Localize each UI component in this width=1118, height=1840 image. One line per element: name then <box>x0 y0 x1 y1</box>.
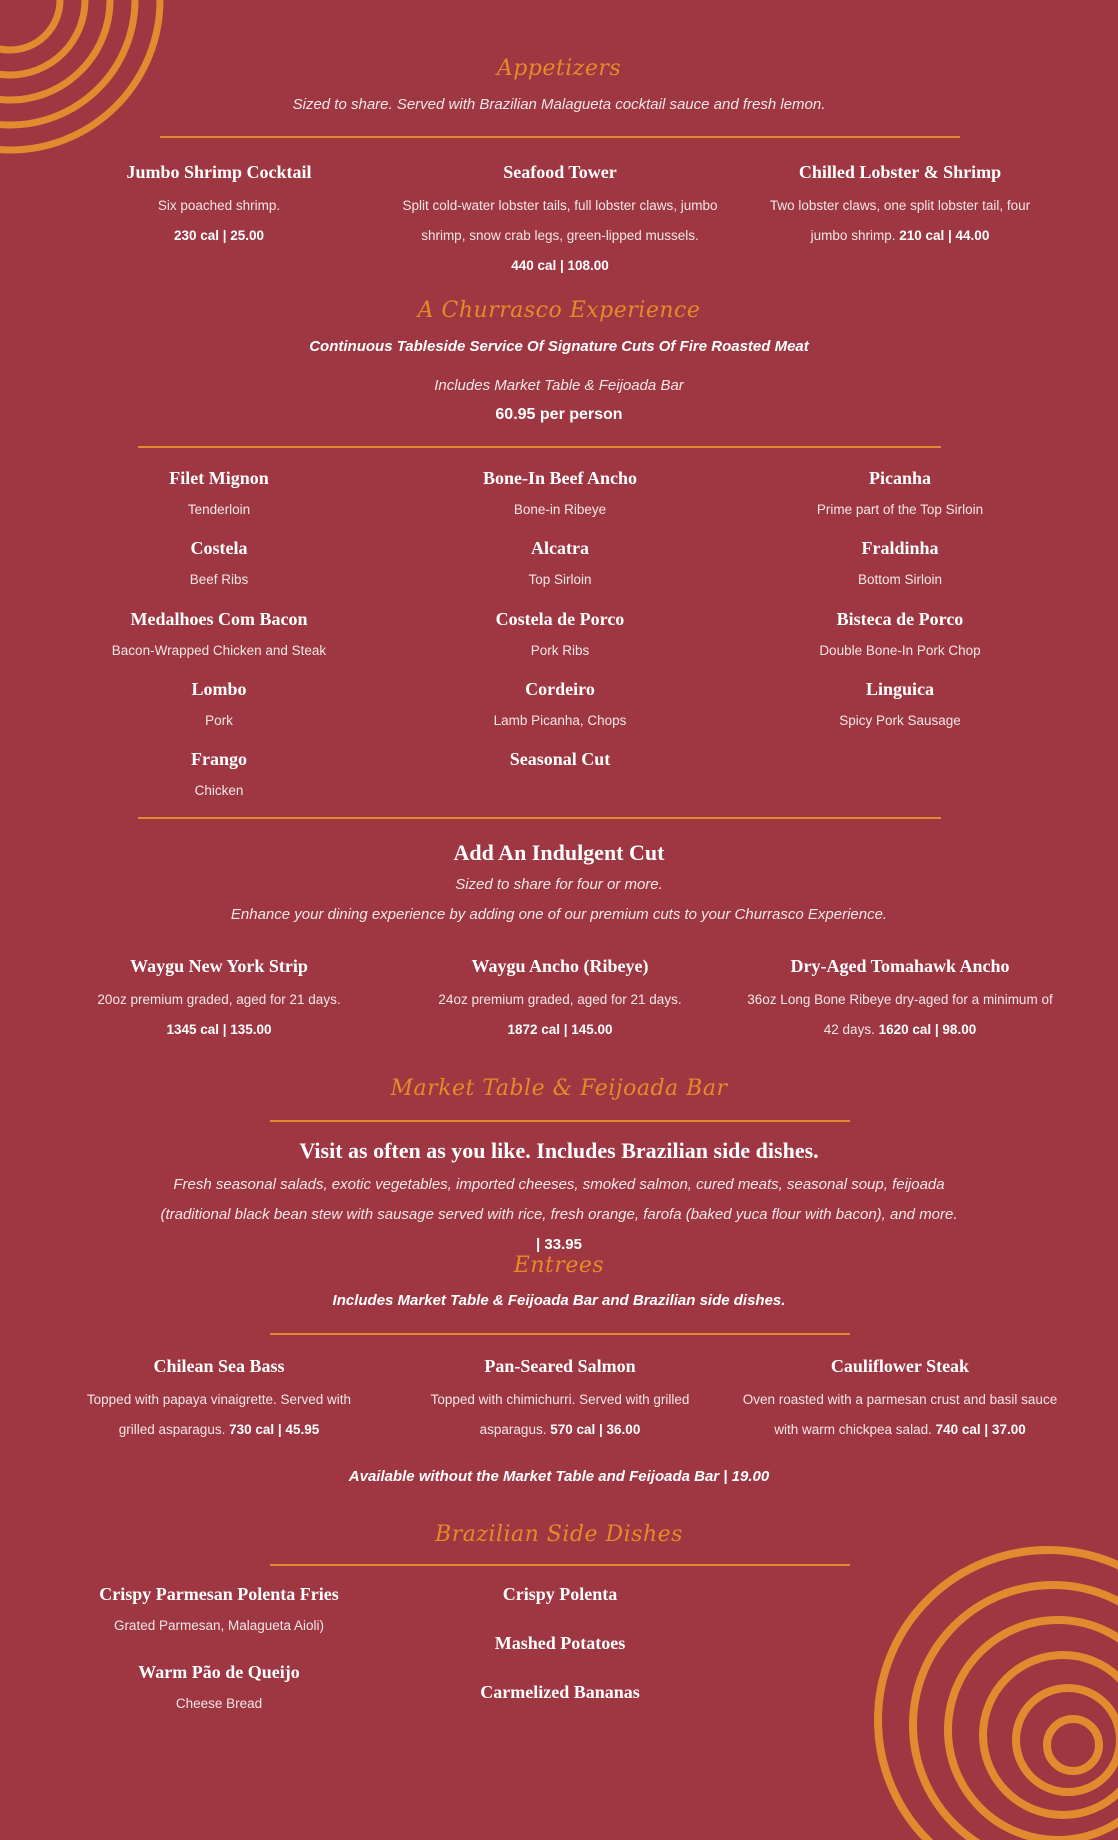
item-price: 440 cal | 108.00 <box>511 258 609 273</box>
entrees-title: Entrees <box>513 1253 605 1278</box>
item-price: 740 cal | 37.00 <box>935 1422 1026 1437</box>
cut-item <box>49 609 389 658</box>
cut-item <box>390 609 730 658</box>
cut-item <box>49 468 389 517</box>
cut-name: Lombo <box>191 679 247 699</box>
cut-name: Cordeiro <box>525 679 595 699</box>
item-price: 730 cal | 45.95 <box>229 1422 320 1437</box>
item-desc: Topped with papaya vinaigrette. Served with grilled asparagus. <box>86 1392 352 1437</box>
cut-desc: Lamb Picanha, Chops <box>493 713 627 728</box>
side-item <box>49 1584 389 1633</box>
item-desc: Oven roasted with a parmesan crust and basil sauce with warm chickpea salad. <box>742 1392 1058 1437</box>
market-desc-text: Fresh seasonal salads, exotic vegetables, imported cheeses, smoked salmon, cured meats, seasonal soup, feijoada (traditional black bean stew with sausage served with rice, fresh orange, farofa (baked yuca flour with bacon), and more. <box>160 1176 958 1223</box>
market-price: | 33.95 <box>536 1236 582 1253</box>
rose-decoration-icon <box>858 1520 1118 1840</box>
item-desc: 36oz Long Bone Ribeye dry-aged for a minimum of 42 days. <box>747 992 1053 1037</box>
item-desc: Two lobster claws, one split lobster tail, four jumbo shrimp. <box>769 198 1031 243</box>
divider <box>138 817 941 819</box>
entrees-subtitle: Includes Market Table & Feijoada Bar and Brazilian side dishes. <box>332 1292 786 1309</box>
swirl-decoration-icon <box>0 0 190 170</box>
cut-desc: Chicken <box>194 783 244 798</box>
cut-item <box>49 679 389 728</box>
item-name: Seafood Tower <box>503 162 617 182</box>
cut-item <box>390 749 730 783</box>
divider <box>270 1120 850 1122</box>
churrasco-includes: Includes Market Table & Feijoada Bar <box>434 377 684 394</box>
cut-name: Picanha <box>868 468 931 488</box>
cut-name: Costela <box>190 538 248 558</box>
cut-item <box>390 679 730 728</box>
item-price: 570 cal | 36.00 <box>550 1422 641 1437</box>
cut-name: Bisteca de Porco <box>836 609 964 629</box>
indulgent-title: Add An Indulgent Cut <box>453 840 665 865</box>
item-desc: Topped with chimichurri. Served with grilled asparagus. <box>430 1392 690 1437</box>
item-name: Jumbo Shrimp Cocktail <box>126 162 312 182</box>
item-name: Waygu New York Strip <box>130 956 308 976</box>
menu-item <box>730 1356 1070 1445</box>
cut-desc: Bottom Sirloin <box>857 572 943 587</box>
item-name: Pan-Seared Salmon <box>484 1356 636 1376</box>
cut-desc: Prime part of the Top Sirloin <box>816 502 984 517</box>
cut-item <box>730 468 1070 517</box>
divider <box>160 136 960 138</box>
market-description <box>159 1170 959 1260</box>
menu-item <box>730 956 1070 1045</box>
item-price: 230 cal | 25.00 <box>173 228 265 243</box>
cut-desc: Bone-in Ribeye <box>513 502 607 517</box>
cut-item <box>390 468 730 517</box>
side-desc: Grated Parmesan, Malagueta Aioli) <box>113 1618 325 1633</box>
cut-item <box>730 609 1070 658</box>
cut-desc: Spicy Pork Sausage <box>839 713 961 728</box>
menu-item <box>390 162 730 281</box>
cut-desc: Tenderloin <box>187 502 251 517</box>
market-headline: Visit as often as you like. Includes Brazilian side dishes. <box>299 1138 819 1163</box>
cut-name: Filet Mignon <box>169 468 269 488</box>
side-name: Mashed Potatoes <box>494 1633 626 1653</box>
menu-item <box>730 162 1070 251</box>
cut-name: Frango <box>191 749 247 769</box>
item-name: Cauliflower Steak <box>830 1356 970 1376</box>
divider <box>138 446 941 448</box>
item-price: 1345 cal | 135.00 <box>166 1022 272 1037</box>
indulgent-line2: Enhance your dining experience by adding one of our premium cuts to your Churrasco Experience. <box>230 906 888 923</box>
side-name: Crispy Polenta <box>502 1584 618 1604</box>
cut-name: Linguica <box>865 679 935 699</box>
menu-item <box>49 1356 389 1445</box>
cut-item <box>49 538 389 587</box>
cut-desc: Beef Ribs <box>189 572 249 587</box>
divider <box>270 1564 850 1566</box>
item-name: Waygu Ancho (Ribeye) <box>471 956 649 976</box>
cut-name: Seasonal Cut <box>509 749 611 769</box>
divider <box>270 1333 850 1335</box>
sides-title: Brazilian Side Dishes <box>435 1522 683 1547</box>
cut-name: Alcatra <box>531 538 589 558</box>
item-desc: 24oz premium graded, aged for 21 days. <box>438 992 682 1007</box>
cut-name: Bone-In Beef Ancho <box>482 468 637 488</box>
cut-item <box>730 679 1070 728</box>
cut-desc: Pork Ribs <box>530 643 590 658</box>
menu-item <box>49 956 389 1045</box>
cut-desc: Pork <box>205 713 233 728</box>
cut-item <box>730 538 1070 587</box>
item-price: 210 cal | 44.00 <box>899 228 990 243</box>
entrees-note: Available without the Market Table and Feijoada Bar | 19.00 <box>348 1468 770 1485</box>
item-price: 1872 cal | 145.00 <box>507 1022 613 1037</box>
side-item <box>390 1633 730 1659</box>
churrasco-price: 60.95 per person <box>495 406 623 423</box>
item-name: Chilean Sea Bass <box>153 1356 285 1376</box>
side-item <box>390 1682 730 1708</box>
side-desc: Cheese Bread <box>175 1696 263 1711</box>
indulgent-line1: Sized to share for four or more. <box>455 876 663 893</box>
item-desc: Six poached shrimp. <box>157 198 281 213</box>
menu-item <box>390 1356 730 1445</box>
churrasco-tagline: Continuous Tableside Service Of Signature Cuts Of Fire Roasted Meat <box>309 338 809 355</box>
side-name: Crispy Parmesan Polenta Fries <box>99 1584 339 1604</box>
cut-name: Medalhoes Com Bacon <box>130 609 308 629</box>
item-desc: Split cold-water lobster tails, full lobster claws, jumbo shrimp, snow crab legs, green-lipped mussels. <box>402 198 718 243</box>
side-name: Warm Pão de Queijo <box>138 1662 300 1682</box>
item-name: Dry-Aged Tomahawk Ancho <box>790 956 1010 976</box>
cut-item <box>390 538 730 587</box>
menu-item <box>390 956 730 1045</box>
cut-desc: Top Sirloin <box>528 572 592 587</box>
cut-name: Costela de Porco <box>495 609 625 629</box>
appetizers-subtitle: Sized to share. Served with Brazilian Malagueta cocktail sauce and fresh lemon. <box>292 96 826 113</box>
cut-item <box>49 749 389 798</box>
item-desc: 20oz premium graded, aged for 21 days. <box>97 992 341 1007</box>
cut-desc: Bacon-Wrapped Chicken and Steak <box>111 643 327 658</box>
cut-desc: Double Bone-In Pork Chop <box>819 643 981 658</box>
menu-item <box>49 162 389 251</box>
churrasco-title: A Churrasco Experience <box>417 298 701 323</box>
cut-name: Fraldinha <box>861 538 939 558</box>
item-name: Chilled Lobster & Shrimp <box>798 162 1002 182</box>
market-title: Market Table & Feijoada Bar <box>390 1076 728 1101</box>
side-item <box>49 1662 389 1711</box>
side-item <box>390 1584 730 1610</box>
side-name: Carmelized Bananas <box>480 1682 640 1702</box>
appetizers-title: Appetizers <box>496 56 622 81</box>
item-price: 1620 cal | 98.00 <box>878 1022 977 1037</box>
